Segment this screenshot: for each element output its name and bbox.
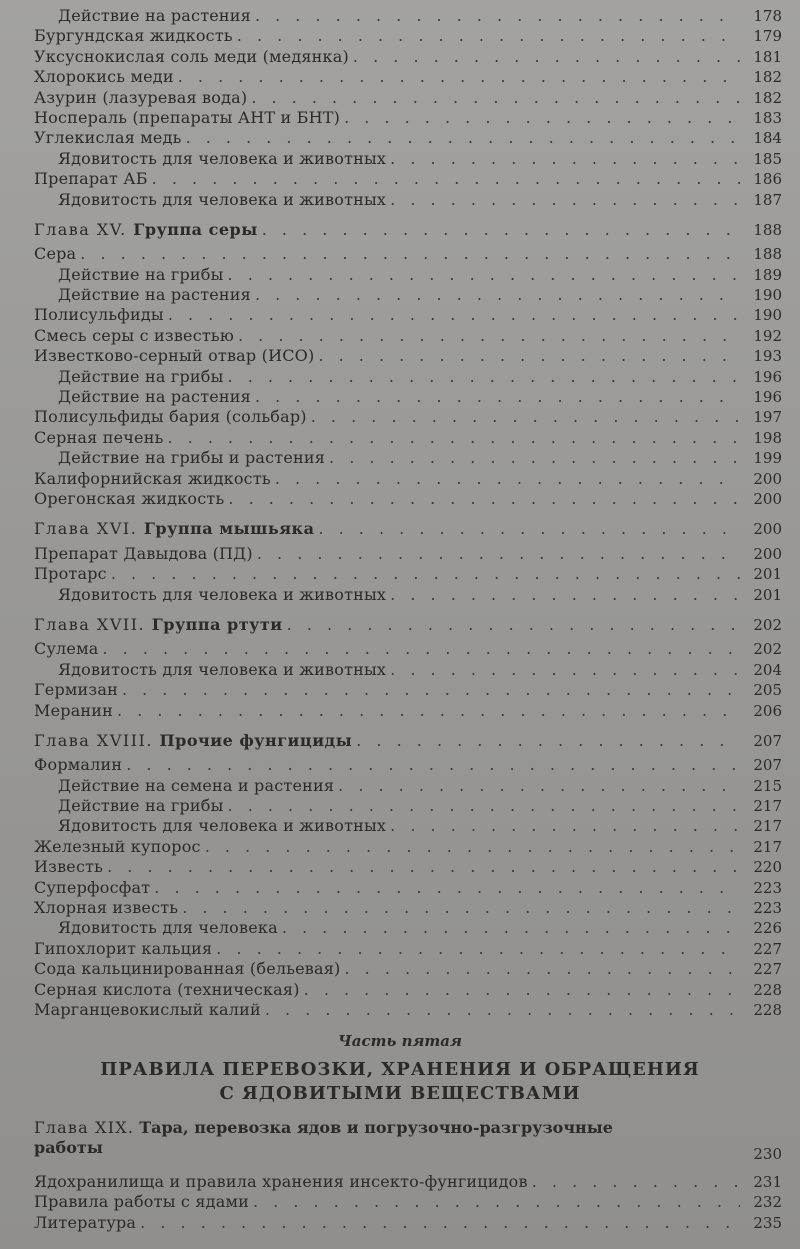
leader-dots (224, 265, 740, 285)
page-number: 198 (753, 428, 782, 447)
page-number: 217 (753, 817, 782, 836)
entry-title: Углекислая медь (34, 128, 182, 148)
leader-dots (334, 776, 740, 796)
toc-entry (34, 544, 782, 564)
leader-dots (271, 469, 740, 489)
page-number: 230 (753, 1145, 782, 1163)
page-number: 182 (753, 88, 782, 107)
page-number: 217 (753, 797, 782, 816)
page-number: 182 (753, 68, 782, 87)
page-number: 207 (753, 756, 782, 775)
toc-entry (34, 959, 782, 979)
entry-title: Действие на грибы (58, 796, 224, 816)
entry-title: Полисульфиды (34, 305, 164, 325)
leader-dots (261, 1000, 740, 1020)
entry-title: Ядовитость для человека и животных (58, 148, 387, 168)
leader-dots (278, 918, 740, 938)
entry-title: Хлорокись меди (34, 67, 174, 87)
leader-dots (283, 615, 740, 635)
entry-title: Ядовитость для человека (58, 918, 278, 938)
leader-dots (340, 108, 740, 128)
page-number: 183 (753, 108, 782, 127)
page-number: 193 (753, 347, 782, 366)
leader-dots (98, 639, 740, 659)
leader-dots (148, 169, 740, 189)
entry-title: Носпераль (препараты АНТ и БНТ) (34, 107, 341, 127)
page-number: 190 (753, 306, 782, 325)
entry-title: Сулема (34, 639, 99, 659)
toc-entry (34, 1172, 782, 1192)
leader-dots (253, 544, 740, 564)
leader-dots (103, 857, 740, 877)
toc-entry (34, 244, 782, 264)
toc-entry (34, 939, 782, 959)
page-number: 228 (753, 1000, 782, 1019)
toc-entry (34, 346, 782, 366)
leader-dots (386, 816, 740, 836)
page-number: 205 (753, 681, 782, 700)
chapter-heading (34, 220, 782, 240)
entry-title: Орегонская жидкость (34, 488, 225, 508)
leader-dots (341, 959, 741, 979)
chapter-title-continued: работы (34, 1138, 103, 1157)
page-number: 227 (753, 939, 782, 958)
leader-dots (352, 731, 740, 751)
leader-dots (224, 367, 740, 387)
toc-entry (34, 149, 782, 169)
toc-entry (34, 387, 782, 407)
chapter-number: Глава XVII. (34, 614, 146, 634)
leader-dots (386, 149, 740, 169)
leader-dots (224, 796, 740, 816)
leader-dots (386, 585, 740, 605)
leader-dots (178, 898, 740, 918)
entry-title: Действие на грибы (58, 264, 224, 284)
entry-title: Гипохлорит кальция (34, 938, 213, 958)
toc-entry (34, 47, 782, 67)
toc-entry (34, 88, 782, 108)
page-number: 201 (753, 585, 782, 604)
entry-title: Действие на грибы и растения (58, 448, 326, 468)
toc-entry (34, 639, 782, 659)
leader-dots (136, 1213, 740, 1233)
page-number: 204 (753, 660, 782, 679)
leader-dots (325, 448, 740, 468)
toc-entry (34, 265, 782, 285)
chapter-title: Тара, перевозка ядов и погрузочно-разгрузочные (139, 1118, 613, 1137)
entry-title: Действие на грибы (58, 366, 224, 386)
chapter-title: Группа ртути (151, 614, 283, 634)
toc-entry (34, 898, 782, 918)
leader-dots (118, 680, 740, 700)
toc-entry (34, 448, 782, 468)
entry-title: Ядовитость для человека и животных (58, 659, 387, 679)
page-number: 223 (753, 899, 782, 918)
leader-dots (251, 6, 740, 26)
entry-title: Ядовитость для человека и животных (58, 584, 387, 604)
leader-dots (314, 519, 740, 539)
page-number: 185 (753, 149, 782, 168)
page-number: 200 (753, 489, 782, 508)
page-number: 226 (753, 919, 782, 938)
entry-title: Марганцевокислый калий (34, 999, 261, 1019)
part-heading-line-2: С ЯДОВИТЫМИ ВЕЩЕСТВАМИ (219, 1083, 581, 1104)
entry-title: Ядовитость для человека и животных (58, 816, 387, 836)
page-number: 187 (753, 190, 782, 209)
entry-title: Суперфосфат (34, 877, 151, 897)
chapter-heading (34, 1118, 782, 1163)
part-heading (0, 1058, 800, 1106)
entry-title: Хлорная известь (34, 898, 179, 918)
page-number: 181 (753, 47, 782, 66)
leader-dots (182, 128, 740, 148)
entry-title: Действие на семена и растения (58, 775, 335, 795)
toc-entry (34, 26, 782, 46)
chapter-label (34, 519, 314, 539)
page-number: 231 (753, 1173, 782, 1191)
toc-entry (34, 796, 782, 816)
entry-title: Полисульфиды бария (сольбар) (34, 407, 307, 427)
entry-title: Препарат АБ (34, 169, 148, 189)
entry-title: Известь (34, 857, 104, 877)
entry-title: Правила работы с ядами (34, 1192, 249, 1212)
leader-dots (150, 878, 740, 898)
toc-entry (34, 305, 782, 325)
chapter-title: Группа мышьяка (143, 519, 315, 539)
toc-entry (34, 878, 782, 898)
entry-title: Протарс (34, 564, 107, 584)
toc-entry (34, 585, 782, 605)
leader-dots (233, 26, 740, 46)
entry-title: Литература (34, 1212, 137, 1232)
toc-entry (34, 776, 782, 796)
toc-entry (34, 1213, 782, 1233)
toc-entry (34, 169, 782, 189)
page-number: 179 (753, 27, 782, 46)
page-number: 197 (753, 408, 782, 427)
page-number: 200 (753, 544, 782, 563)
page-number: 186 (753, 170, 782, 189)
toc-entry (34, 367, 782, 387)
entry-title: Известково-серный отвар (ИСО) (34, 346, 315, 366)
chapter-label (34, 731, 352, 751)
leader-dots (122, 755, 740, 775)
toc-entry (34, 980, 782, 1000)
chapter-title: Группа серы (133, 219, 258, 239)
entry-title: Сера (34, 244, 77, 264)
leader-dots (249, 1192, 740, 1212)
toc-entry (34, 918, 782, 938)
leader-dots (164, 428, 741, 448)
toc-entry (34, 755, 782, 775)
leader-dots (247, 88, 740, 108)
leader-dots (212, 939, 740, 959)
entry-title: Меранин (34, 700, 114, 720)
page-number: 188 (753, 220, 782, 239)
toc-entry (34, 285, 782, 305)
toc-entry (34, 469, 782, 489)
chapter-label (34, 615, 283, 635)
leader-dots (174, 67, 740, 87)
entry-title: Действие на растения (58, 285, 251, 305)
page-number: 199 (753, 449, 782, 468)
page-number: 232 (753, 1193, 782, 1212)
entry-title: Ядовитость для человека и животных (58, 189, 387, 209)
chapter-number: Глава XVI. (34, 519, 138, 539)
table-of-contents-part-5 (34, 1118, 782, 1233)
toc-entry (34, 1192, 782, 1212)
leader-dots (386, 190, 740, 210)
entry-title: Формалин (34, 755, 123, 775)
entry-title: Уксуснокислая соль меди (медянка) (34, 46, 349, 66)
toc-entry (34, 660, 782, 680)
entry-title: Действие на растения (58, 387, 251, 407)
page-number: 207 (753, 731, 782, 750)
page-number: 202 (753, 615, 782, 634)
chapter-heading (34, 731, 782, 751)
leader-dots (307, 407, 740, 427)
toc-entry (34, 407, 782, 427)
chapter-heading (34, 519, 782, 539)
entry-title: Препарат Давыдова (ПД) (34, 543, 253, 563)
chapter-heading (34, 615, 782, 635)
leader-dots (251, 387, 740, 407)
entry-title: Действие на растения (58, 6, 251, 25)
chapter-label (34, 220, 258, 240)
toc-entry (34, 128, 782, 148)
chapter-number: Глава XVIII. (34, 730, 153, 750)
leader-dots (164, 305, 740, 325)
page-number: 227 (753, 960, 782, 979)
page-number: 235 (753, 1213, 782, 1232)
toc-entry (34, 326, 782, 346)
page-number: 184 (753, 129, 782, 148)
toc-entry (34, 67, 782, 87)
leader-dots (224, 489, 740, 509)
entry-title: Серная печень (34, 427, 164, 447)
page-number: 220 (753, 858, 782, 877)
page-number: 188 (753, 245, 782, 264)
entries-part-5 (34, 1172, 782, 1233)
toc-entry (34, 428, 782, 448)
leader-dots (234, 326, 740, 346)
leader-dots (349, 47, 740, 67)
page-number: 189 (753, 265, 782, 284)
entry-title: Смесь серы с известью (34, 325, 234, 345)
entry-title: Сода кальцинированная (бельевая) (34, 959, 341, 979)
part-heading-line-1: ПРАВИЛА ПЕРЕВОЗКИ, ХРАНЕНИЯ И ОБРАЩЕНИЯ (100, 1059, 700, 1080)
toc-entry (34, 108, 782, 128)
toc-entry (34, 701, 782, 721)
page-number: 202 (753, 640, 782, 659)
toc-entry (34, 489, 782, 509)
toc-entry (34, 190, 782, 210)
page-number: 206 (753, 701, 782, 720)
page-number: 200 (753, 520, 782, 539)
leader-dots (314, 346, 740, 366)
leader-dots (300, 980, 740, 1000)
leader-dots (258, 220, 740, 240)
part-title: Часть пятая (338, 1032, 462, 1050)
toc-entry (34, 857, 782, 877)
toc-entry (34, 564, 782, 584)
leader-dots (528, 1172, 740, 1192)
page-number: 215 (753, 776, 782, 795)
leader-dots (251, 285, 740, 305)
leader-dots (201, 837, 740, 857)
entry-title: Гермизан (34, 680, 118, 700)
page-number: 217 (753, 837, 782, 856)
page-number: 200 (753, 469, 782, 488)
page-number: 196 (753, 388, 782, 407)
entry-title: Бургундская жидкость (34, 26, 233, 46)
chapter-number: Глава XIX. (34, 1118, 135, 1137)
leader-dots (107, 564, 740, 584)
page-number: 190 (753, 286, 782, 305)
entry-title: Серная кислота (техническая) (34, 979, 300, 999)
leader-dots (386, 660, 740, 680)
leader-dots (113, 701, 740, 721)
table-of-contents (34, 6, 782, 1020)
entry-title: Калифорнийская жидкость (34, 468, 271, 488)
page-number: 196 (753, 367, 782, 386)
page-number: 192 (753, 326, 782, 345)
page-number: 201 (753, 565, 782, 584)
leader-dots (76, 244, 740, 264)
chapter-number: Глава XV. (34, 219, 127, 239)
page-number: 178 (753, 7, 782, 25)
page-number: 228 (753, 980, 782, 999)
toc-entry (34, 680, 782, 700)
toc-entry (34, 837, 782, 857)
entry-title: Азурин (лазуревая вода) (34, 87, 248, 107)
entry-title: Ядохранилища и правила хранения инсекто-фунгицидов (34, 1172, 528, 1191)
toc-entry (34, 816, 782, 836)
entry-title: Железный купорос (34, 836, 201, 856)
page-number: 223 (753, 878, 782, 897)
chapter-title: Прочие фунгициды (159, 730, 353, 750)
toc-entry (34, 6, 782, 26)
toc-entry (34, 1000, 782, 1020)
